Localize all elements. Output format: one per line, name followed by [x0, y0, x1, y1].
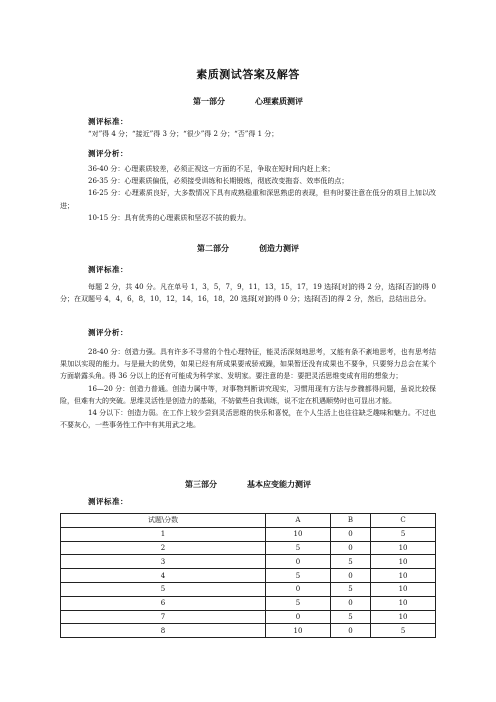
part1-analysis-item: 16-25 分：心理素质良好，大多数情况下具有成熟稳重和深思熟虑的表现，但有时要注意在低分的项目上加以改进；: [60, 189, 436, 210]
table-cell: 0: [266, 610, 331, 624]
part2-analysis-label: 测评分析：: [88, 328, 128, 337]
part2-analysis: [60, 346, 436, 431]
table-cell: 5: [266, 541, 331, 555]
table-cell: 5: [266, 596, 331, 610]
table-cell: 5: [330, 582, 370, 596]
table-cell: 5: [371, 624, 436, 638]
table-cell: 5: [61, 582, 266, 596]
table-header-cell: C: [371, 514, 436, 528]
part3-criteria-label: 测评标准：: [88, 497, 128, 506]
table-cell: 5: [330, 610, 370, 624]
table-header-cell: B: [330, 514, 370, 528]
part1-number: 第一部分: [193, 96, 225, 106]
table-row: [61, 569, 436, 583]
table-cell: 0: [330, 624, 370, 638]
table-cell: 10: [266, 527, 331, 541]
table-cell: 0: [330, 541, 370, 555]
table-row: [61, 582, 436, 596]
table-cell: 10: [371, 610, 436, 624]
table-row: [61, 541, 436, 555]
part3-number: 第三部分: [185, 479, 217, 489]
table-cell: 10: [371, 596, 436, 610]
part1-name: 心理素质测评: [255, 96, 303, 106]
table-cell: 5: [266, 569, 331, 583]
part2-analysis-item: 16—20 分：创造力普通。创造力属中等，对事物判断讲究现实，习惯用现有方法与步骤都得问题，虽说比较保险，但难有大的突破。思维灵活性是创造力的基础，不妨做些自我训练，说不定在机遇顺势时也可显出才能。: [60, 384, 436, 405]
table-cell: 8: [61, 624, 266, 638]
part1-analysis-item: 36-40 分：心理素质较差，必须正视这一方面的不足，争取在短时间内赶上来；: [88, 165, 335, 173]
part2-analysis-item: 28-40 分：创造力强。具有许多不寻常的个性心理特征，能灵活深刻地思考，又能有条不紊地思考，也有思考结果加以实现的能力。与是最大的优势，如果已经有所成果要戒骄戒躁，如果暂还没有成果也不要争，只要努力总会在某个方面崭露头角。得 36 分以上的还有可能成为科学家、发明家。要注意的是：要把灵活思维变成有用的想象力；: [60, 348, 436, 381]
part2-name: 创造力测评: [259, 243, 299, 253]
table-cell: 0: [266, 582, 331, 596]
part1-heading: [0, 96, 496, 107]
part1-analysis-label: 测评分析：: [88, 149, 128, 158]
table-cell: 4: [61, 569, 266, 583]
table-cell: 0: [266, 555, 331, 569]
part1-criteria-paragraph: “对”得 4 分；“接近”得 3 分；“很少”得 2 分；“否”得 1 分；: [88, 130, 279, 138]
table-cell: 10: [371, 555, 436, 569]
table-row: [61, 596, 436, 610]
part1-criteria-label: 测评标准：: [88, 117, 128, 126]
table-cell: 1: [61, 527, 266, 541]
table-cell: 0: [330, 527, 370, 541]
table-header-cell: 试题\分数: [61, 514, 266, 528]
part3-name: 基本应变能力测评: [247, 479, 311, 489]
table-cell: 10: [371, 582, 436, 596]
table-cell: 5: [371, 527, 436, 541]
part1-analysis-item: 10-15 分：具有优秀的心理素质和坚忍不拔的毅力。: [88, 213, 251, 222]
part1-analysis-item: 26-35 分：心理素质偏低，必须接受训练和长期锻炼，彻底改变拖沓、效率低的点；: [88, 177, 349, 186]
table-cell: 2: [61, 541, 266, 555]
document-title: 素质测试答案及解答: [196, 68, 300, 81]
table-header-row: [61, 514, 436, 528]
part3-heading: [0, 479, 496, 490]
table-row: [61, 610, 436, 624]
table-row: [61, 624, 436, 638]
table-cell: 6: [61, 596, 266, 610]
table-header-cell: A: [266, 514, 331, 528]
table-cell: 0: [330, 596, 370, 610]
table-row: [61, 555, 436, 569]
table-cell: 10: [371, 541, 436, 555]
table-row: [61, 527, 436, 541]
part2-heading: [0, 243, 496, 254]
table-cell: 10: [371, 569, 436, 583]
part1-criteria-text: [60, 128, 436, 140]
table-cell: 0: [330, 569, 370, 583]
part2-criteria-label: 测评标准：: [88, 265, 128, 274]
table-cell: 7: [61, 610, 266, 624]
part1-analysis: [60, 163, 436, 224]
part2-number: 第二部分: [197, 243, 229, 253]
scoring-table: [60, 513, 436, 638]
part2-analysis-item: 14 分以下：创造力弱。在工作上较少尝到灵活思维的快乐和喜悦，在个人生活上也往往缺乏趣味和魅力。不过也不要灰心，一些事务性工作中有其用武之地。: [60, 409, 436, 430]
table-cell: 10: [266, 624, 331, 638]
table-cell: 3: [61, 555, 266, 569]
part2-criteria-paragraph: 每题 2 分，共 40 分。凡在单号 1，3，5，7，9，11，13，15，17，19 选择[对]的得 2 分，选择[否]的得 0 分；在双题号 4，4，6，8，10，12，14，16，18，20 选择[对]的得 0 分；选择[否]的得 2 分，然后，总结出总分。: [60, 283, 436, 304]
table-cell: 5: [330, 555, 370, 569]
part2-criteria-text: [60, 281, 436, 305]
